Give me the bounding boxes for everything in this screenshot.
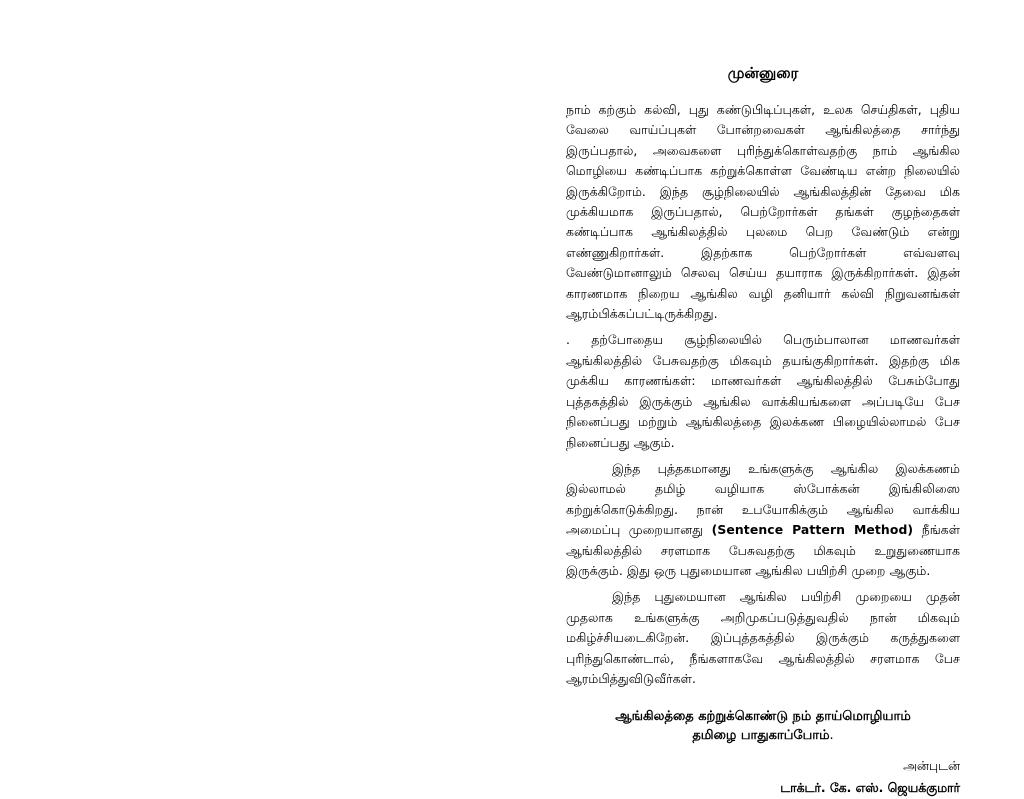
paragraph-book-text-end: நீங்கள் ஆங்கிலத்தில் சரளமாக பேசுவதற்கு மிகவும் உறுதுணையாக இருக்கும். இது ஒரு புதுமையான ஆங்கில பயிற்சி முறை ஆகும். — [566, 522, 960, 578]
paragraph-students: . தற்போதைய சூழ்நிலையில் பெரும்பாலான மாணவர்கள் ஆங்கிலத்தில் பேசுவதற்கு மிகவும் தயங்குகிறார்கள். இதற்கு மிக முக்கிய காரணங்கள்: மாணவர்கள் ஆங்கிலத்தில் பேசும்போது புத்தகத்தில் இருக்கும் ஆங்கில வாக்கியங்களை அப்படியே பேச நினைப்பது மற்றும் ஆங்கிலத்தை இலக்கண பிழையில்லாமல் பேச நினைப்பது ஆகும். — [566, 332, 960, 450]
slogan-line-1: ஆங்கிலத்தை கற்றுக்கொண்டு நம் தாய்மொழியாம் — [615, 709, 911, 725]
slogan-line-2 — [566, 726, 960, 745]
page-title: முன்னுரை — [727, 64, 799, 82]
method-name: (Sentence Pattern Method) — [711, 522, 914, 538]
paragraph-intro: நாம் கற்கும் கல்வி, புது கண்டுபிடிப்புகள், உலக செய்திகள், புதிய வேலை வாய்ப்புகள் போன்றவைகள் ஆங்கிலத்தை சார்ந்து இருப்பதால், அவைகளை புரிந்துக்கொள்வதற்கு நாம் ஆங்கில மொழியை கண்டிப்பாக கற்றுக்கொள்ள வேண்டிய என்ற நிலையில் இருக்கிறோம். இந்த சூழ்நிலையில் ஆங்கிலத்தின் தேவை மிக முக்கியமாக இருப்பதால், பெற்றோர்கள் தங்கள் குழந்தைகள் கண்டிப்பாக ஆங்கிலத்தில் புலமை பெற வேண்டும் என்று எண்ணுகிறார்கள். இதற்காக பெற்றோர்கள் எவ்வளவு வேண்டுமானாலும் செலவு செய்ய தயாராக இருக்கிறார்கள். இதன் காரணமாக நிறைய ஆங்கில வழி தனியார் கல்வி நிறுவனங்கள் ஆரம்பிக்கப்பட்டிருக்கிறது. — [566, 102, 960, 322]
paragraph-book-text-start: இந்த புத்தகமானது உங்களுக்கு ஆங்கில இலக்கணம் இல்லாமல் தமிழ் வழியாக ஸ்போக்கன் இங்கிலிஸை கற்றுக்கொடுக்கிறது. நான் உபயோகிக்கும் ஆங்கில வாக்கிய அமைப்பு முறையானது — [566, 460, 960, 538]
slogan — [566, 707, 960, 745]
paragraph-book — [566, 459, 960, 581]
paragraph-method: இந்த புதுமையான ஆங்கில பயிற்சி முறையை முதன் முதலாக உங்களுக்கு அறிமுகப்படுத்துவதில் நான் மிகவும் மகிழ்ச்சியடைகிறேன். இப்புத்தகத்தில் இருக்கும் கருத்துகளை புரிந்துகொண்டால், நீங்களாகவே ஆங்கிலத்தில் சரளமாக பேச ஆரம்பித்துவிடுவீர்கள். — [566, 589, 960, 686]
author-name: டாக்டர். கே. எஸ். ஜெயக்குமார் — [780, 780, 960, 796]
signoff — [566, 755, 960, 799]
slogan-period: . — [829, 728, 834, 744]
signoff-greeting: அன்புடன் — [903, 758, 960, 774]
preface-page — [566, 60, 960, 796]
slogan-line-2-text: தமிழை பாதுகாப்போம் — [692, 728, 830, 744]
